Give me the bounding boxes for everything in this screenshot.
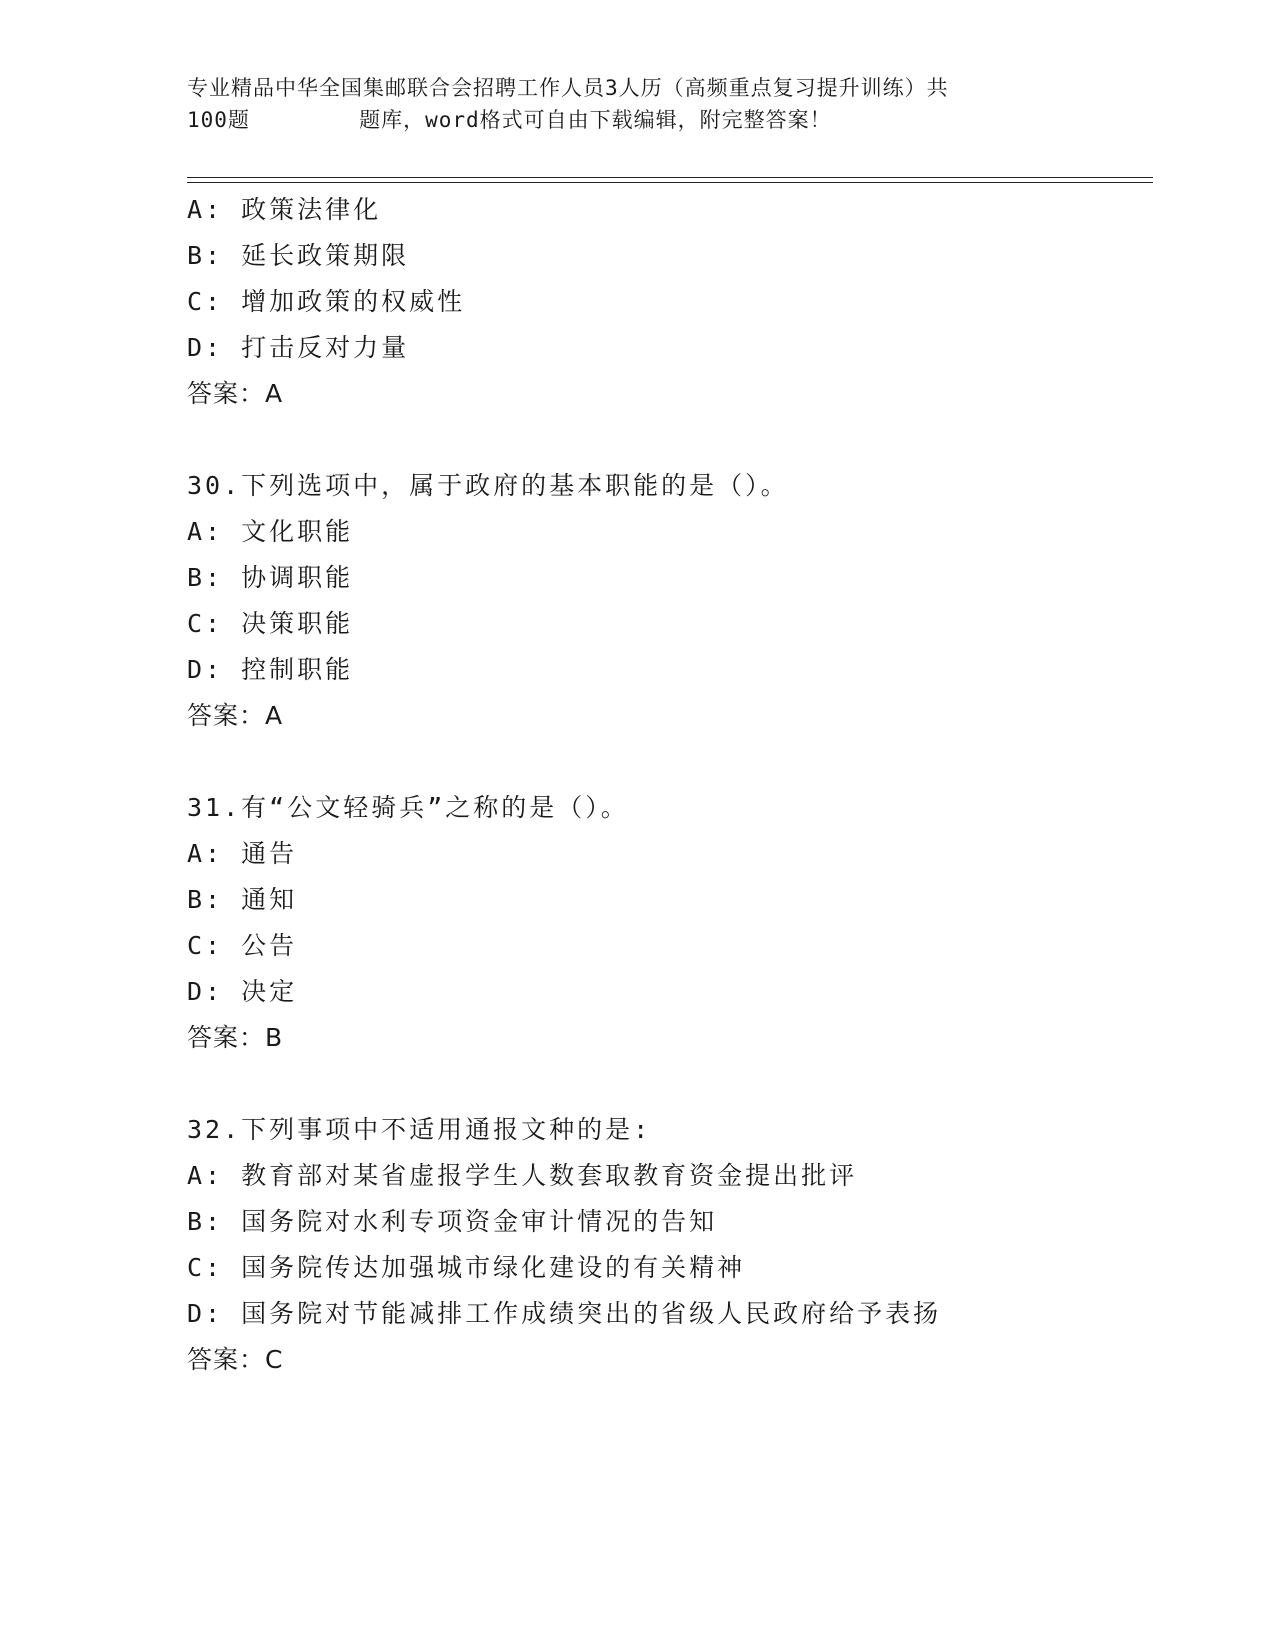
question-29-tail xyxy=(187,187,1147,417)
option-a: A: 教育部对某省虚报学生人数套取教育资金提出批评 xyxy=(187,1161,858,1190)
option-c: C: 国务院传达加强城市绿化建设的有关精神 xyxy=(187,1253,746,1282)
option-a: A: 文化职能 xyxy=(187,517,354,546)
spacer xyxy=(187,739,1147,785)
option-b: B: 通知 xyxy=(187,885,298,914)
option-d: D: 国务院对节能减排工作成绩突出的省级人民政府给予表扬 xyxy=(187,1299,942,1328)
header-rule-bottom xyxy=(187,182,1153,183)
option-a: A: 通告 xyxy=(187,839,298,868)
option-d: D: 控制职能 xyxy=(187,655,354,684)
question-list xyxy=(187,187,1147,1383)
question-31 xyxy=(187,785,1147,1061)
spacer xyxy=(187,417,1147,463)
option-d: D: 打击反对力量 xyxy=(187,333,410,362)
question-text: 32.下列事项中不适用通报文种的是: xyxy=(187,1115,652,1144)
answer: 答案：A xyxy=(187,379,284,408)
option-c: C: 决策职能 xyxy=(187,609,354,638)
answer: 答案：C xyxy=(187,1345,284,1374)
spacer xyxy=(187,1061,1147,1107)
question-32 xyxy=(187,1107,1147,1383)
option-b: B: 延长政策期限 xyxy=(187,241,410,270)
option-d: D: 决定 xyxy=(187,977,298,1006)
header-line-2: 100题 题库，word格式可自由下载编辑，附完整答案！ xyxy=(187,108,832,132)
header-rule-top xyxy=(187,177,1153,178)
option-c: C: 公告 xyxy=(187,931,298,960)
option-c: C: 增加政策的权威性 xyxy=(187,287,466,316)
option-a: A: 政策法律化 xyxy=(187,195,382,224)
question-30 xyxy=(187,463,1147,739)
question-text: 31.有“公文轻骑兵”之称的是（）。 xyxy=(187,793,629,822)
question-text: 30.下列选项中，属于政府的基本职能的是（）。 xyxy=(187,471,789,500)
header-line-1: 专业精品中华全国集邮联合会招聘工作人员3人历（高频重点复习提升训练）共 xyxy=(187,76,949,100)
option-b: B: 国务院对水利专项资金审计情况的告知 xyxy=(187,1207,718,1236)
answer: 答案：A xyxy=(187,701,284,730)
option-b: B: 协调职能 xyxy=(187,563,354,592)
answer: 答案：B xyxy=(187,1023,284,1052)
page-header xyxy=(187,72,1087,136)
